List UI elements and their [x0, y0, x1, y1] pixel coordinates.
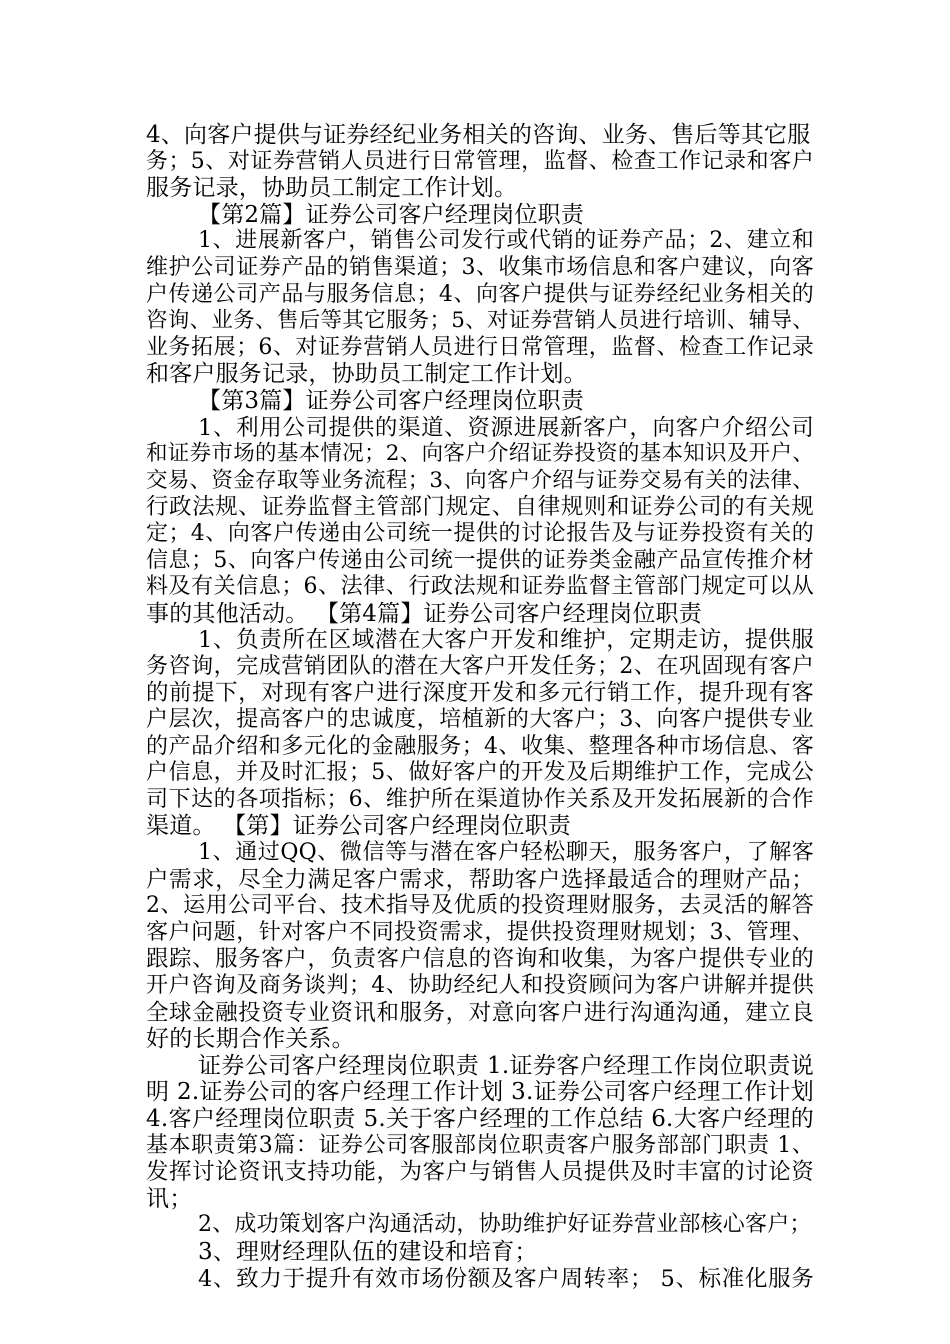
text-line: 户信息，并及时汇报；5、做好客户的开发及后期维护工作，完成公 — [146, 760, 814, 786]
text-line: 全球金融投资专业资讯和服务，对意向客户进行沟通沟通，建立良 — [146, 999, 814, 1026]
text-line: 业务拓展；6、对证券营销人员进行日常管理，监督、检查工作记录 — [146, 334, 814, 360]
text-line: 1、进展新客户，销售公司发行或代销的证券产品；2、建立和 — [198, 228, 814, 254]
text-line: 好的长期合作关系。 — [146, 1026, 355, 1053]
text-line: 渠道。 【第】证券公司客户经理岗位职责 — [146, 813, 572, 840]
text-line: 户传递公司产品与服务信息；4、向客户提供与证券经纪业务相关的 — [146, 281, 814, 307]
text-line: 户层次，提高客户的忠诚度，培植新的大客户；3、向客户提供专业 — [146, 707, 814, 733]
text-line: 和客户服务记录，协助员工制定工作计划。 — [146, 361, 587, 388]
text-line: 司下达的各项指标；6、维护所在渠道协作关系及开发拓展新的合作 — [146, 786, 814, 812]
text-line: 1、利用公司提供的渠道、资源进展新客户，向客户介绍公司 — [198, 414, 814, 441]
text-line: 咨询、业务、售后等其它服务；5、对证券营销人员进行培训、辅导、 — [146, 308, 814, 334]
text-line: 跟踪、服务客户，负责客户信息的咨询和收集，为客户提供专业的 — [146, 946, 814, 973]
text-line: 务；5、对证券营销人员进行日常管理，监督、检查工作记录和客户 — [146, 148, 814, 174]
text-line: 2、运用公司平台、技术指导及优质的投资理财服务，去灵活的解答 — [146, 893, 814, 919]
text-line: 4、向客户提供与证券经纪业务相关的咨询、业务、售后等其它服 — [146, 122, 811, 148]
text-line: 料及有关信息；6、法律、行政法规和证券监督主管部门规定可以从 — [146, 574, 814, 600]
text-line: 讯； — [146, 1185, 193, 1212]
text-line: 信息；5、向客户传递由公司统一提供的证券类金融产品宣传推介材 — [146, 547, 814, 573]
text-line: 1、通过QQ、微信等与潜在客户轻松聊天，服务客户，了解客 — [198, 840, 814, 866]
text-line: 基本职责第3篇：证券公司客服部岗位职责客户服务部部门职责 1、 — [146, 1132, 814, 1158]
text-line: 户需求，尽全力满足客户需求，帮助客户选择最适合的理财产品； — [146, 866, 814, 893]
text-line: 的产品介绍和多元化的金融服务；4、收集、整理各种市场信息、客 — [146, 733, 814, 759]
text-line: 交易、资金存取等业务流程；3、向客户介绍与证券交易有关的法律、 — [146, 467, 814, 493]
text-line: 【第3篇】证券公司客户经理岗位职责 — [198, 387, 585, 414]
text-line: 1、负责所在区域潜在大客户开发和维护，定期走访，提供服 — [198, 627, 814, 654]
text-line: 4、致力于提升有效市场份额及客户周转率； 5、标准化服务 — [198, 1265, 814, 1292]
text-line: 事的其他活动。 【第4篇】证券公司客户经理岗位职责 — [146, 600, 702, 627]
text-line: 发挥讨论资讯支持功能，为客户与销售人员提供及时丰富的讨论资 — [146, 1159, 814, 1186]
text-line: 的前提下，对现有客户进行深度开发和多元行销工作，提升现有客 — [146, 680, 814, 707]
text-line: 明 2.证券公司的客户经理工作计划 3.证券公司客户经理工作计划 — [146, 1079, 814, 1106]
text-line: 客户问题，针对客户不同投资需求，提供投资理财规划；3、管理、 — [146, 919, 814, 945]
text-line: 开户咨询及商务谈判；4、协助经纪人和投资顾问为客户讲解并提供 — [146, 973, 814, 998]
text-line: 3、理财经理队伍的建设和培育； — [198, 1238, 538, 1265]
text-line: 和证券市场的基本情况；2、向客户介绍证券投资的基本知识及开户、 — [146, 441, 814, 467]
text-line: 维护公司证券产品的销售渠道；3、收集市场信息和客户建议，向客 — [146, 254, 814, 280]
document-body — [146, 122, 814, 1292]
text-line: 【第2篇】证券公司客户经理岗位职责 — [198, 201, 585, 228]
text-line: 服务记录，协助员工制定工作计划。 — [146, 175, 518, 202]
text-line: 2、成功策划客户沟通活动，协助维护好证券营业部核心客户； — [198, 1212, 812, 1238]
text-line: 行政法规、证券监督主管部门规定、自律规则和证券公司的有关规 — [146, 494, 814, 521]
text-line: 定；4、向客户传递由公司统一提供的讨论报告及与证券投资有关的 — [146, 520, 814, 546]
text-line: 务咨询，完成营销团队的潜在大客户开发任务；2、在巩固现有客户 — [146, 653, 814, 679]
text-line: 证券公司客户经理岗位职责 1.证券客户经理工作岗位职责说 — [198, 1052, 814, 1079]
text-line: 4.客户经理岗位职责 5.关于客户经理的工作总结 6.大客户经理的 — [146, 1105, 814, 1132]
